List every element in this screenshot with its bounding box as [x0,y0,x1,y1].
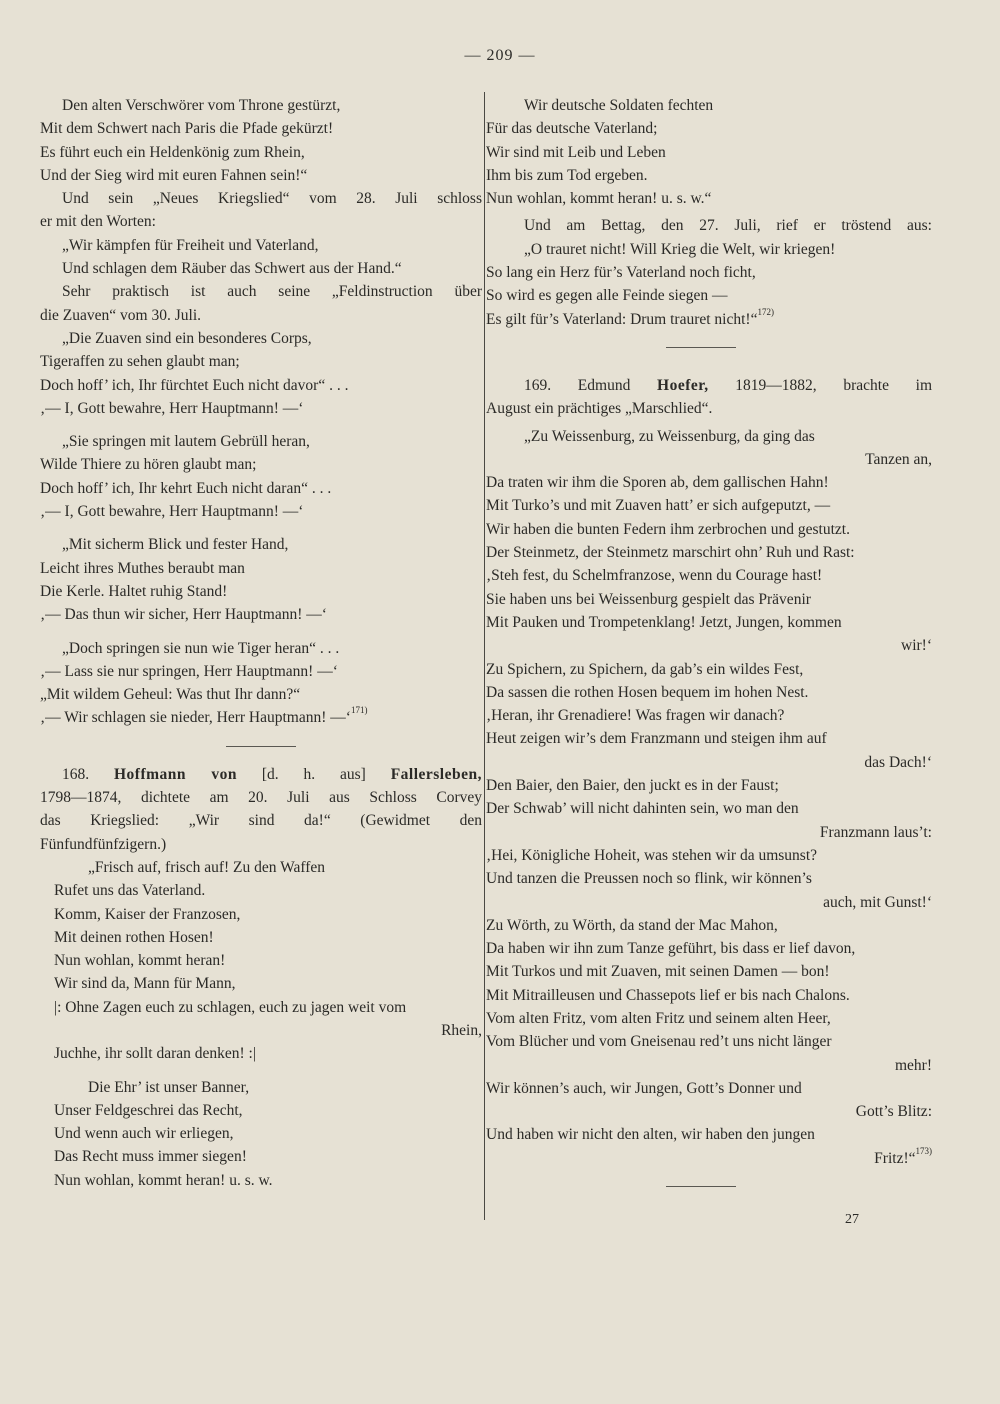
verse-line: Wir können’s auch, wir Jungen, Gott’s Donner und [486,1079,802,1097]
verse-line: „Doch springen sie nun wie Tiger heran“ . . . [62,639,340,657]
verse-line: So lang ein Herz für’s Vaterland noch ficht, [486,264,756,282]
prose-line: August ein prächtiges „Marschlied“. [486,400,713,418]
footnote-ref: 171) [350,705,368,716]
verse-line: wir!‘ [901,637,932,655]
verse-line: Wir haben die bunten Federn ihm zerbrochen und gestutzt. [486,520,850,538]
page-number: — 209 — [464,47,536,64]
author-place: Fallersleben, [390,765,482,783]
verse-line: „Mit sicherm Blick und fester Hand, [62,536,289,554]
verse-line: Mit Mitrailleusen und Chassepots lief er bis nach Chalons. [486,986,850,1004]
verse-line: Wilde Thiere zu hören glaubt man; [40,456,257,474]
verse-line: das Dach!‘ [864,753,932,771]
verse-line: Da haben wir ihn zum Tanze geführt, bis dass er lief davon, [486,940,856,958]
entry-168 [40,763,482,856]
verse-line: Und tanzen die Preussen noch so flink, wir können’s [486,870,812,888]
verse-line: Wir sind da, Mann für Mann, [54,975,236,993]
entry-number: 168. [62,765,90,783]
verse-line: Nun wohlan, kommt heran! [54,952,226,970]
verse-line: Mit Pauken und Trompetenklang! Jetzt, Jungen, kommen [486,613,842,631]
verse-text: Es gilt für’s Vaterland: Drum trauret nicht!“ [486,310,758,328]
verse-line: Den Baier, den Baier, den juckt es in der Faust; [486,777,779,795]
verse-line: Es führt euch ein Heldenkönig zum Rhein, [40,143,305,161]
verse-line: ‚— I, Gott bewahre, Herr Hauptmann! —‘ [40,399,304,417]
entry-heading [40,763,482,786]
author-name: Hoffmann von [113,765,237,783]
column-divider [484,92,485,1220]
stanza [40,327,482,420]
verse-line: Und haben wir nicht den alten, wir haben den jungen [486,1126,815,1144]
verse-line: ‚— Lass sie nur springen, Herr Hauptmann! —‘ [40,662,338,680]
stanza [486,94,932,210]
verse-line: Rhein, [441,1021,482,1039]
verse-line: Nun wohlan, kommt heran! u. s. w.“ [486,190,712,208]
verse-block [40,94,482,187]
verse-line: Heut zeigen wir’s dem Franzmann und steigen ihm auf [486,730,827,748]
prose-line: die Zuaven“ vom 30. Juli. [40,306,201,324]
verse-line: Der Schwab’ will nicht dahinten sein, wo man den [486,800,799,818]
prose-line: 1798—1874, dichtete am 20. Juli aus Schloss Corvey [40,789,482,807]
prose-line: Und sein „Neues Kriegslied“ vom 28. Juli schloss [62,190,482,208]
verse-line: Rufet uns das Vaterland. [54,882,206,900]
verse-line: Doch hoff’ ich, Ihr kehrt Euch nicht daran“ . . . [40,479,332,497]
stanza [40,430,482,523]
section-separator [226,746,296,747]
verse-line: Da traten wir ihm die Sporen ab, dem gallischen Hahn! [486,474,829,492]
verse-line: Und wenn auch wir erliegen, [54,1125,234,1143]
verse-line: Und schlagen dem Räuber das Schwert aus der Hand.“ [62,260,402,278]
verse-line: Wir deutsche Soldaten fechten [524,97,714,114]
footnote-ref: 173) [915,1145,932,1156]
verse-line: Mit dem Schwert nach Paris die Pfade gekürzt! [40,120,334,138]
stanza [40,533,482,626]
poem [40,856,482,1066]
verse-line: Das Recht muss immer siegen! [54,1148,247,1166]
prose-line: Fünfundfünfzigern.) [40,835,167,853]
verse-line: Vom alten Fritz, vom alten Fritz und seinem alten Heer, [486,1009,831,1027]
author-name: Hoefer, [657,376,709,394]
verse-line: Unser Feldgeschrei das Recht, [54,1101,243,1119]
verse-line: Den alten Verschwörer vom Throne gestürzt, [62,97,341,114]
verse-line: Die Kerle. Haltet ruhig Stand! [40,582,228,600]
verse-line: ‚— I, Gott bewahre, Herr Hauptmann! —‘ [40,503,304,521]
verse-line: Für das deutsche Vaterland; [486,120,658,138]
verse-line: Nun wohlan, kommt heran! u. s. w. [54,1171,273,1189]
verse-line: Zu Wörth, zu Wörth, da stand der Mac Mahon, [486,916,778,934]
verse-line: Mit deinen rothen Hosen! [54,928,214,946]
right-column [486,94,932,1203]
verse-line: Gott’s Blitz: [855,1103,932,1121]
verse-line: Leicht ihres Muthes beraubt man [40,559,245,577]
verse-line: „Sie springen mit lautem Gebrüll heran, [62,433,310,451]
verse-line: |: Ohne Zagen euch zu schlagen, euch zu jagen weit vom [54,998,407,1016]
prose-line: Sehr praktisch ist auch seine „Feldinstruction über [62,283,482,301]
verse-line: Mit Turko’s und mit Zuaven hatt’ er sich aufgeputzt, — [486,497,831,515]
verse-line: Vom Blücher und vom Gneisenau red’t uns nicht länger [486,1033,832,1051]
verse-line: Und der Sieg wird mit euren Fahnen sein!“ [40,166,308,184]
verse-line: Tanzen an, [865,450,932,468]
verse-line [40,706,482,729]
verse-line: Der Steinmetz, der Steinmetz marschirt ohn’ Ruh und Rast: [486,544,855,562]
verse-line: ‚Steh fest, du Schelmfranzose, wenn du Courage hast! [486,567,823,585]
verse-line: ‚— Das thun wir sicher, Herr Hauptmann! —‘ [40,606,327,624]
verse-line: Doch hoff’ ich, Ihr fürchtet Euch nicht davor“ . . . [40,376,349,394]
section-separator [666,1186,736,1187]
verse-line: Juchhe, ihr sollt daran denken! :| [54,1045,256,1063]
verse-line: ‚Hei, Königliche Hoheit, was stehen wir da umsunst? [486,846,818,864]
verse-line [486,1147,932,1170]
verse-line: mehr! [894,1056,932,1074]
verse-line: Sie haben uns bei Weissenburg gespielt das Prävenir [486,590,811,608]
entry-number: 169. Edmund [524,376,631,394]
verse-line: So wird es gegen alle Feinde siegen — [486,287,728,305]
verse-line [486,308,932,331]
verse-line: Ihm bis zum Tod ergeben. [486,166,648,184]
entry-169 [486,374,932,421]
verse-line: „Wir kämpfen für Freiheit und Vaterland, [62,236,319,254]
verse-line: Mit Turkos und mit Zuaven, mit seinen Damen — bon! [486,963,830,981]
signature-mark: 27 [845,1212,859,1227]
verse-line: Wir sind mit Leib und Leben [486,143,666,161]
author-dates: 1819—1882, brachte im [735,376,932,394]
verse-line: „Zu Weissenburg, zu Weissenburg, da ging das [524,427,815,445]
verse-line: Franzmann laus’t: [819,823,932,841]
verse-line: Die Ehr’ ist unser Banner, [88,1078,250,1096]
verse-line: auch, mit Gunst!‘ [823,893,932,911]
entry-heading [486,374,932,397]
verse-text: ‚— Wir schlagen sie nieder, Herr Hauptmann! —‘ [40,709,351,727]
footnote-ref: 172) [757,306,774,317]
verse-line: Zu Spichern, zu Spichern, da gab’s ein wildes Fest, [486,660,804,678]
stanza [486,238,932,331]
verse-line: „Mit wildem Geheul: Was thut Ihr dann?“ [40,686,301,704]
verse-line: Tigeraffen zu sehen glaubt man; [40,353,240,371]
poem [40,1076,482,1192]
left-column [40,94,482,1192]
verse-line: „O trauret nicht! Will Krieg die Welt, wir kriegen! [524,240,836,258]
prose-line: das Kriegslied: „Wir sind da!“ (Gewidmet den [40,812,482,830]
verse-line: Da sassen die rothen Hosen bequem im hohen Nest. [486,683,809,701]
verse-line: „Frisch auf, frisch auf! Zu den Waffen [88,858,326,876]
prose-line: er mit den Worten: [40,213,156,231]
verse-line: ‚Heran, ihr Grenadiere! Was fragen wir danach? [486,707,785,725]
verse-line: Komm, Kaiser der Franzosen, [54,905,241,923]
verse-line: „Die Zuaven sind ein besonderes Corps, [62,329,312,347]
author-name-note: [d. h. aus] [261,765,366,783]
section-separator [666,347,736,348]
poem [486,425,932,1171]
verse-text: Fritz!“ [874,1149,916,1167]
stanza [40,637,482,730]
prose-line: Und am Bettag, den 27. Juli, rief er tröstend aus: [524,217,932,235]
